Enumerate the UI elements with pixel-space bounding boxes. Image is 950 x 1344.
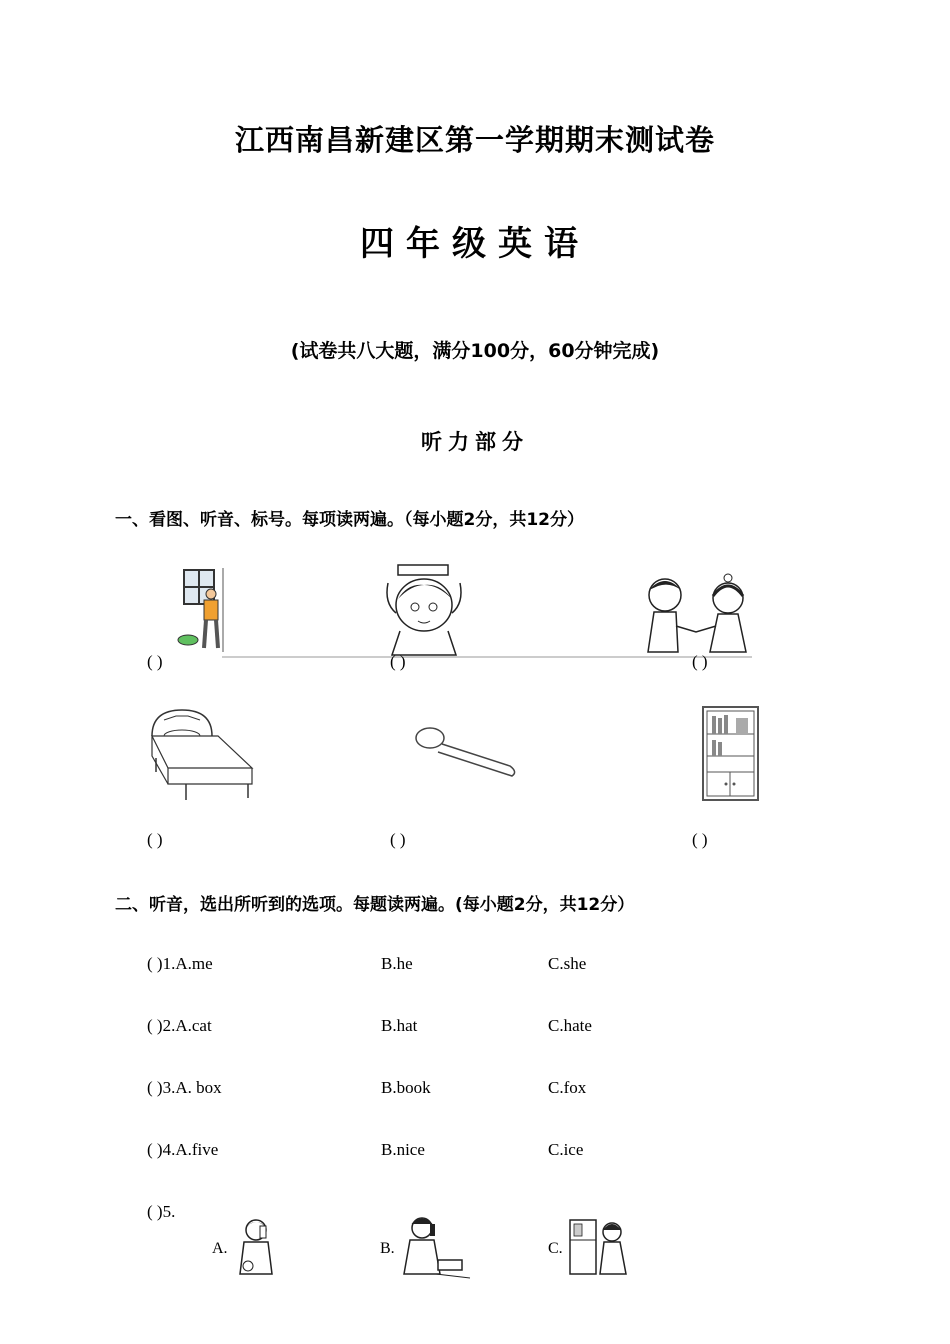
question-4-option-b: B.nice bbox=[381, 1140, 425, 1159]
man-on-telephone-picture bbox=[400, 1214, 472, 1280]
section1-heading: 一、看图、听音、标号。每项读两遍。（每小题2分，共12分） bbox=[115, 510, 584, 530]
question-5-label-b: B. bbox=[380, 1240, 395, 1257]
question-2-option-a[interactable]: ( )2.A.cat bbox=[147, 1016, 212, 1035]
answer-blank-4[interactable]: ( ) bbox=[147, 830, 163, 849]
question-2-option-b: B.hat bbox=[381, 1016, 418, 1035]
part-name: 听力部分 bbox=[421, 430, 529, 454]
question-3-option-c: C.fox bbox=[548, 1078, 587, 1097]
question-1-option-c: C.she bbox=[548, 954, 587, 973]
exam-instructions: (试卷共八大题，满分100分，60分钟完成) bbox=[290, 340, 660, 362]
question-5-number[interactable]: ( )5. bbox=[147, 1202, 176, 1221]
answer-blank-1[interactable]: ( ) bbox=[147, 652, 163, 671]
children-shaking-hands-picture bbox=[640, 570, 750, 658]
boy-cleaning-window-picture bbox=[176, 568, 236, 653]
bookcase-picture bbox=[702, 706, 760, 802]
question-4-option-c: C.ice bbox=[548, 1140, 584, 1159]
woman-on-phone-picture bbox=[234, 1216, 278, 1278]
question-4-option-a[interactable]: ( )4.A.five bbox=[147, 1140, 219, 1159]
answer-blank-5[interactable]: ( ) bbox=[390, 830, 406, 849]
spoon-picture bbox=[414, 724, 520, 780]
question-3-option-a[interactable]: ( )3.A. box bbox=[147, 1078, 222, 1097]
answer-blank-2[interactable]: ( ) bbox=[390, 652, 406, 671]
exam-subject: 四年级英语 bbox=[360, 224, 590, 264]
question-5-label-a: A. bbox=[212, 1240, 228, 1257]
question-5-label-c: C. bbox=[548, 1240, 563, 1257]
row1-divider-line bbox=[222, 656, 752, 658]
question-1-option-a[interactable]: ( )1.A.me bbox=[147, 954, 213, 973]
question-3-option-b: B.book bbox=[381, 1078, 431, 1097]
question-1-option-b: B.he bbox=[381, 954, 413, 973]
answer-blank-6[interactable]: ( ) bbox=[692, 830, 708, 849]
question-2-option-c: C.hate bbox=[548, 1016, 592, 1035]
section2-heading: 二、听音，选出所听到的选项。每题读两遍。(每小题2分，共12分） bbox=[115, 895, 635, 915]
girl-at-fridge-picture bbox=[568, 1216, 632, 1278]
boy-with-book-picture bbox=[380, 563, 470, 658]
answer-blank-3[interactable]: ( ) bbox=[692, 652, 708, 671]
exam-title: 江西南昌新建区第一学期期末测试卷 bbox=[234, 123, 715, 157]
bed-picture bbox=[146, 706, 256, 804]
